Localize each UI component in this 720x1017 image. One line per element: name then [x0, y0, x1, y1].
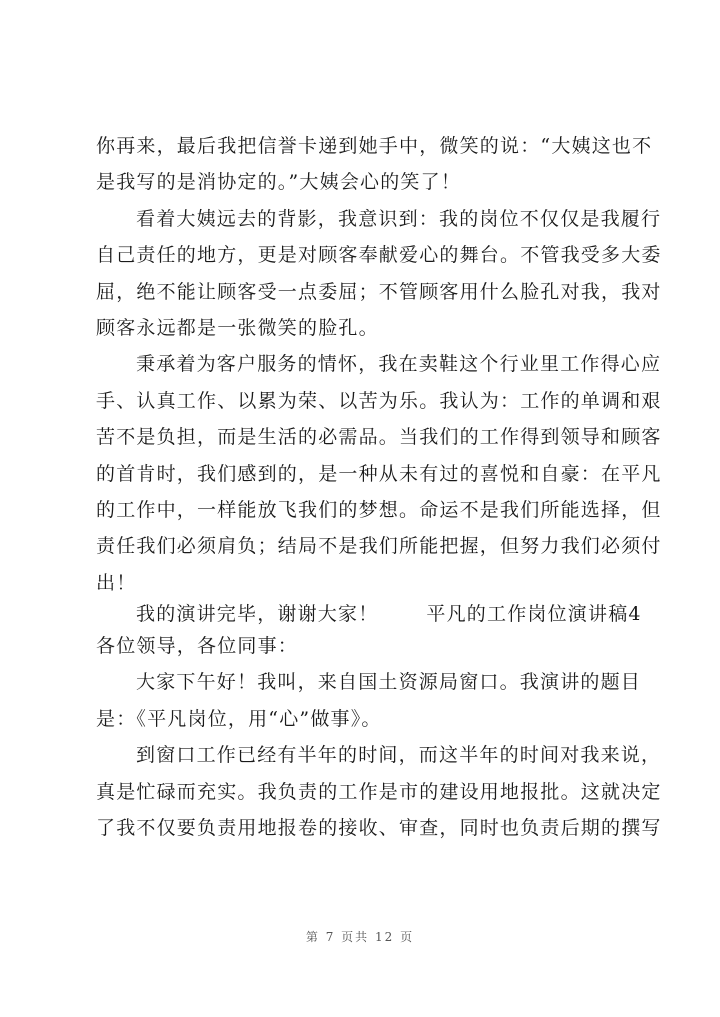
text-line: 大家下午好！我叫，来自国土资源局窗口。我演讲的题目 — [136, 671, 642, 694]
text-line — [96, 601, 642, 628]
text-line: 看着大姨远去的背影，我意识到：我的岗位不仅仅是我履行 — [136, 207, 662, 230]
text-line: 了我不仅要负责用地报卷的接收、审查，同时也负责后期的撰写 — [96, 817, 662, 840]
text-line: 的首肯时，我们感到的，是一种从未有过的喜悦和自豪：在平凡 — [96, 462, 662, 485]
text-line: 出！ — [96, 571, 137, 594]
text-line: 秉承着为客户服务的情怀，我在卖鞋这个行业里工作得心应 — [136, 353, 662, 376]
text-line: 苦不是负担，而是生活的必需品。当我们的工作得到领导和顾客 — [96, 426, 662, 449]
text-line: 是我写的是消协定的。”大姨会心的笑了！ — [96, 171, 462, 194]
text-line: 到窗口工作已经有半年的时间，而这半年的时间对我来说， — [136, 744, 662, 767]
document-body — [96, 128, 662, 846]
paragraph — [96, 664, 642, 737]
text-line: 你再来，最后我把信誉卡递到她手中，微笑的说：“大姨这也不 — [96, 135, 653, 157]
paragraph — [96, 737, 662, 846]
paragraph — [96, 201, 662, 347]
text-line: 手、认真工作、以累为荣、以苦为乐。我认为：工作的单调和艰 — [96, 389, 662, 412]
text-line: 的工作中，一样能放飞我们的梦想。命运不是我们所能选择，但 — [96, 498, 662, 521]
paragraph — [96, 346, 662, 601]
section-title: 平凡的工作岗位演讲稿4 — [426, 603, 642, 626]
closing-remark: 我的演讲完毕，谢谢大家！ — [136, 603, 379, 626]
text-line: 屈，绝不能让顾客受一点委屈；不管顾客用什么脸孔对我，我对 — [96, 280, 662, 303]
text-line: 自己责任的地方，更是对顾客奉献爱心的舞台。不管我受多大委 — [96, 244, 662, 267]
text-line: 真是忙碌而充实。我负责的工作是市的建设用地报批。这就决定 — [96, 780, 662, 803]
text-line: 责任我们必须肩负；结局不是我们所能把握，但努力我们必须付 — [96, 535, 662, 558]
paragraph — [96, 128, 653, 201]
paragraph — [96, 601, 642, 664]
page-number-footer: 第 7 页共 12 页 — [305, 930, 415, 944]
text-line: 各位领导，各位同事： — [96, 635, 299, 658]
text-line: 顾客永远都是一张微笑的脸孔。 — [96, 316, 379, 339]
text-line: 是：《平凡岗位，用“心”做事》。 — [96, 707, 382, 730]
